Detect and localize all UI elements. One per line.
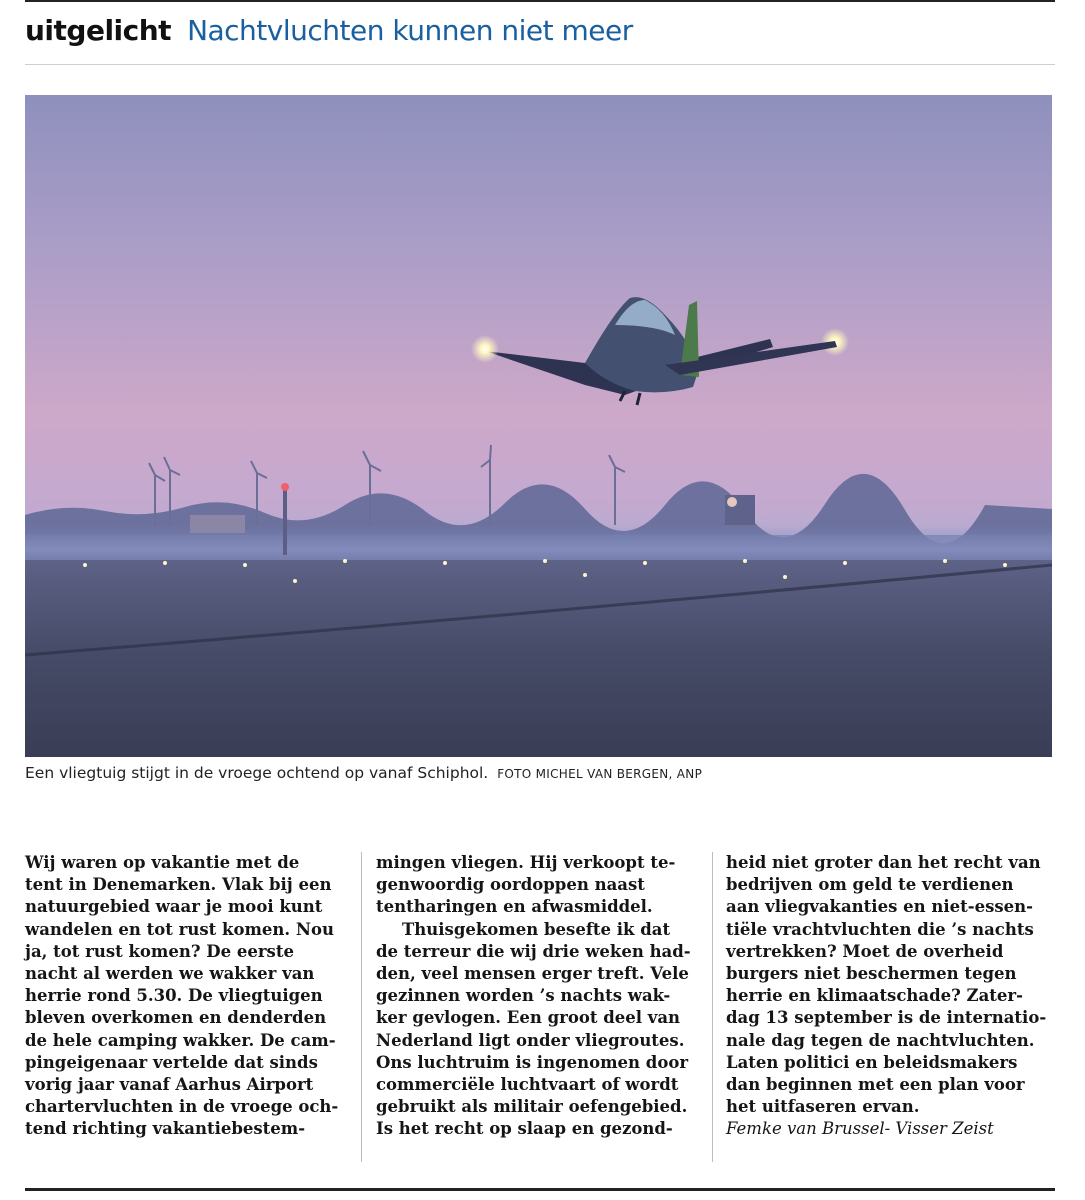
text-line: Wij waren op vakantie met de: [25, 853, 300, 872]
text-line: chartervluchten in de vroege och-: [25, 1097, 339, 1117]
text-line: herrie rond 5.30. De vliegtuigen: [25, 986, 323, 1006]
text-line: ker gevlogen. Een groot deel van: [376, 1008, 681, 1028]
author-location: Zeist: [952, 1119, 994, 1139]
text-line: herrie en klimaatschade? Zater-: [726, 986, 1023, 1006]
top-rule: [25, 0, 1055, 2]
bottom-rule: [25, 1188, 1055, 1191]
text-line: nale dag tegen de nachtvluchten.: [726, 1030, 1035, 1050]
text-line: Thuisgekomen besefte ik dat: [402, 919, 671, 939]
text-line: bleven overkomen en denderden: [25, 1008, 327, 1028]
headline: Nachtvluchten kunnen niet meer: [187, 14, 633, 47]
photo-credit: FOTO MICHEL VAN BERGEN, ANP: [497, 767, 703, 781]
text-line: nacht al werden we wakker van: [25, 963, 315, 983]
text-line: vertrekken? Moet de overheid: [726, 941, 1004, 961]
text-line: burgers niet beschermen tegen: [726, 963, 1017, 983]
article-column-2: [376, 852, 706, 1140]
text-line: dag 13 september is de internatio-: [726, 1008, 1047, 1028]
column-divider: [712, 852, 713, 1162]
text-line: heid niet groter dan het recht van: [726, 853, 1041, 872]
article-column-1: [25, 852, 355, 1140]
text-line: commerciële luchtvaart of wordt: [376, 1074, 679, 1094]
text-line: Is het recht op slaap en gezond-: [376, 1119, 673, 1139]
airplane-takeoff-photo: [25, 95, 1052, 757]
caption-text: Een vliegtuig stijgt in de vroege ochtend op vanaf Schiphol.: [25, 764, 489, 782]
text-line: wandelen en tot rust komen. Nou: [25, 919, 334, 939]
text-line: mingen vliegen. Hij verkoopt te-: [376, 853, 676, 872]
text-line: Ons luchtruim is ingenomen door: [376, 1052, 689, 1072]
text-line: gezinnen worden ’s nachts wak-: [376, 986, 671, 1006]
text-line: aan vliegvakanties en niet-essen-: [726, 897, 1033, 917]
text-line: bedrijven om geld te verdienen: [726, 875, 1014, 895]
text-line: Nederland ligt onder vliegroutes.: [376, 1030, 685, 1050]
text-line: vorig jaar vanaf Aarhus Airport: [25, 1074, 314, 1094]
text-line: tent in Denemarken. Vlak bij een: [25, 875, 332, 895]
article-photo: [25, 95, 1052, 757]
text-line: tend richting vakantiebestem-: [25, 1119, 306, 1139]
text-line: tiële vrachtvluchten die ’s nachts: [726, 919, 1034, 939]
text-line: de terreur die wij drie weken had-: [376, 941, 691, 961]
section-header: [25, 14, 633, 60]
text-line: pingeigenaar vertelde dat sinds: [25, 1052, 318, 1072]
text-line: de hele camping wakker. De cam-: [25, 1030, 336, 1050]
text-line: gebruikt als militair oefengebied.: [376, 1097, 688, 1117]
article-column-3: [726, 852, 1056, 1140]
column-divider: [361, 852, 362, 1162]
section-kicker: uitgelicht: [25, 14, 172, 47]
text-line: tentharingen en afwasmiddel.: [376, 897, 653, 917]
header-divider: [25, 64, 1055, 65]
photo-caption: [25, 764, 702, 782]
text-line: Laten politici en beleidsmakers: [726, 1052, 1018, 1072]
text-line: natuurgebied waar je mooi kunt: [25, 897, 323, 917]
author-signature: [726, 1118, 1056, 1140]
text-line: den, veel mensen erger treft. Vele: [376, 963, 689, 983]
text-line: het uitfaseren ervan.: [726, 1097, 920, 1117]
text-line: ja, tot rust komen? De eerste: [25, 941, 294, 961]
author-name: Femke van Brussel- Visser: [726, 1119, 947, 1139]
text-line: dan beginnen met een plan voor: [726, 1074, 1025, 1094]
text-line: genwoordig oordoppen naast: [376, 875, 645, 895]
